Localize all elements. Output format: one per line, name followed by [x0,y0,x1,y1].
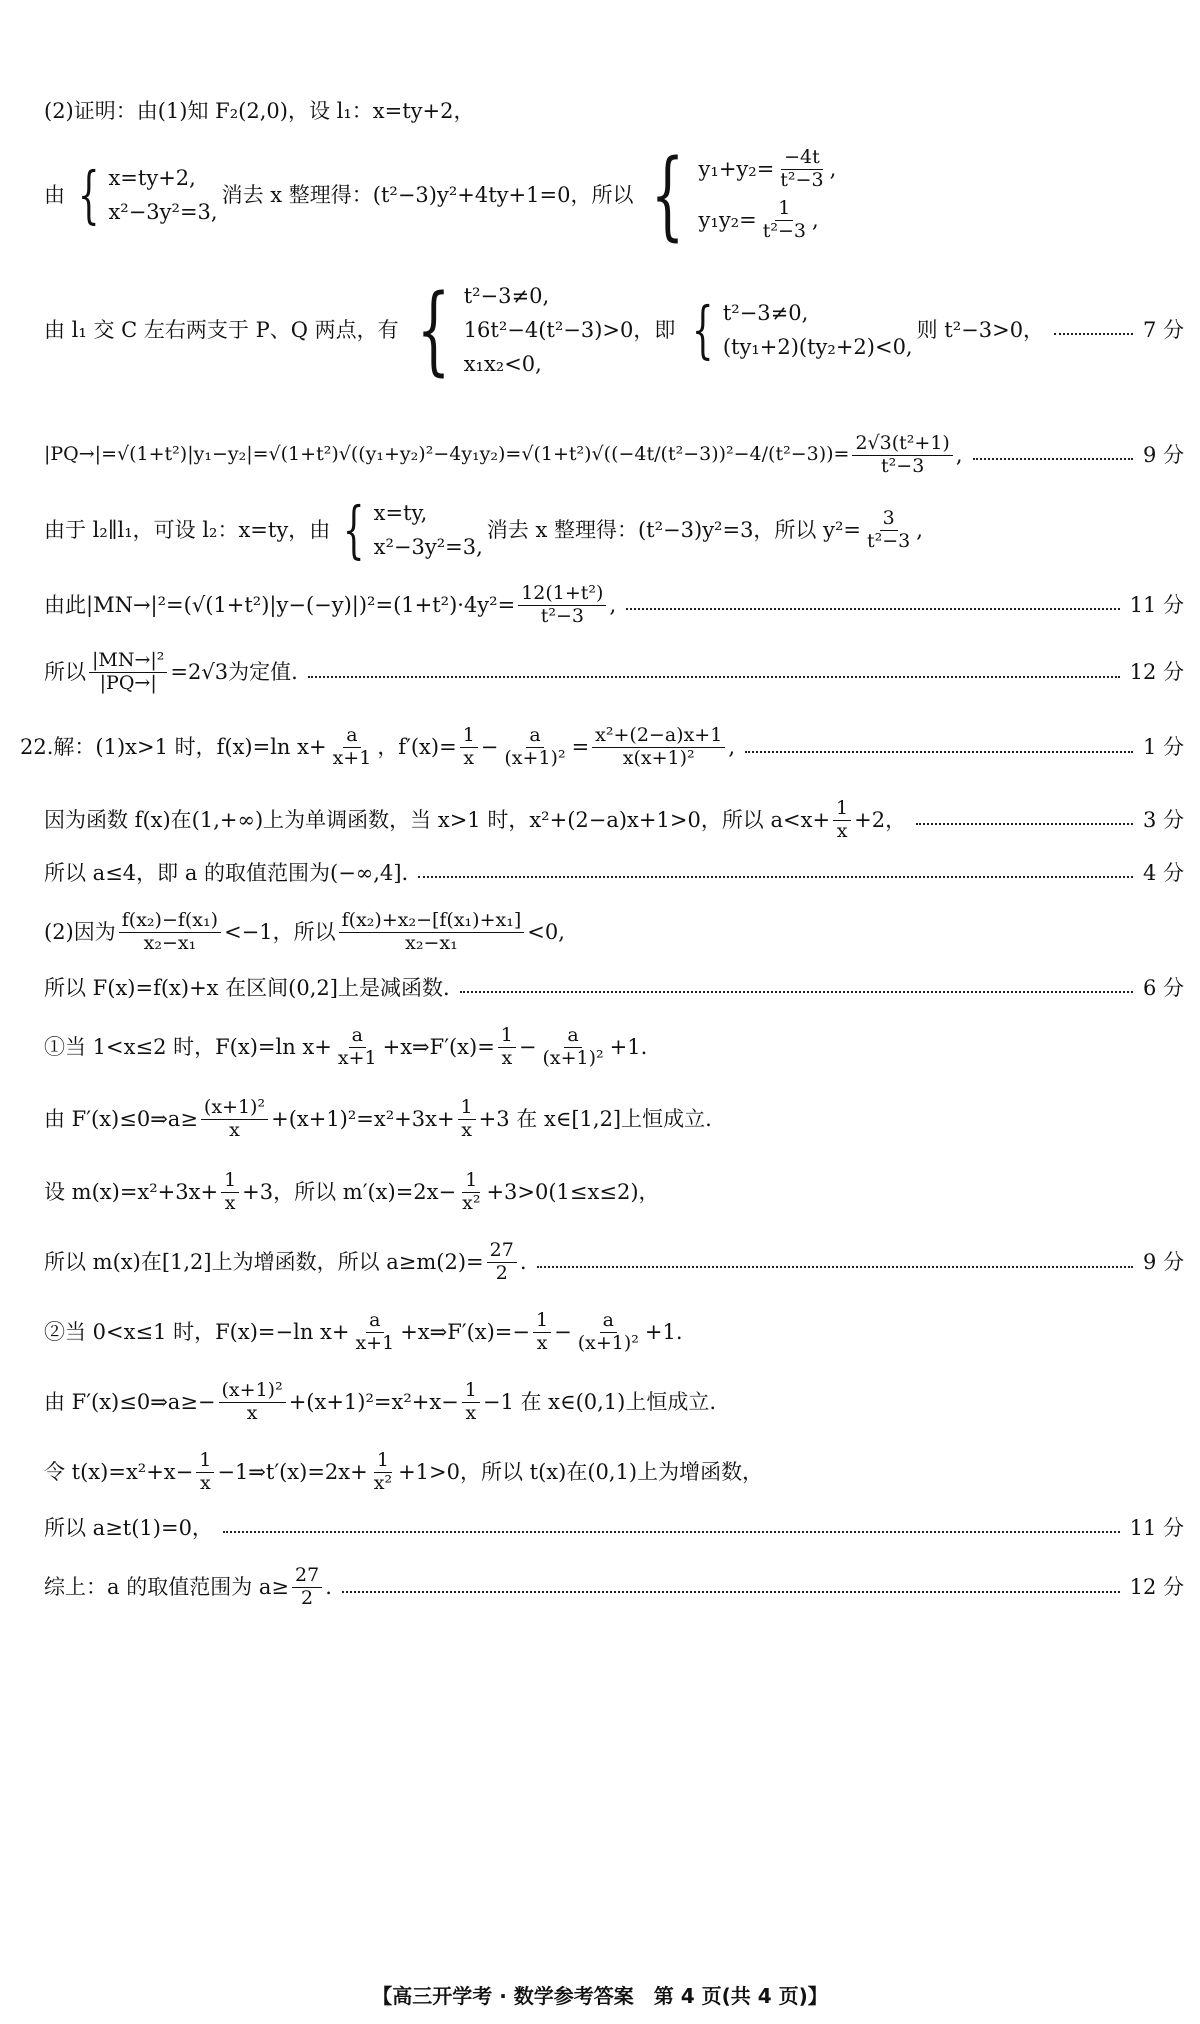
equation-system [69,158,218,231]
line-conclusion: 综上：a 的取值范围为 a≥ $\frac{27}{2}$ . 12 分 [44,1564,1184,1609]
text: 由 F′(x)≤0⇒a≥− [44,1390,216,1415]
text: 综上：a 的取值范围为 a≥ [44,1575,289,1600]
brace-icon: { [416,274,450,386]
text: 所以 [44,660,86,685]
text: 所以 a≤4，即 a 的取值范围为(−∞,4]. [44,861,409,885]
text: 消去 x 整理得：(t²−3)y²+4ty+1=0，所以 [221,182,634,207]
score-label: 11 分 [1129,1516,1184,1540]
text: 由 l₁ 交 C 左右两支于 P、Q 两点，有 [44,317,399,342]
line-t-function: 令 t(x)=x²+x− $\frac{1}{x}$ −1⇒t′(x)=2x+ $\frac{1}{\text{x²}}$ +1>0，所以 t(x)在(0,1)上为增函数， [44,1449,764,1494]
dotted-leader [308,676,1120,678]
dotted-leader [916,823,1133,825]
fraction: $\frac{a}{\text{(x+1)²}}$ [504,724,566,769]
dotted-leader [342,1591,1120,1593]
line-m-function: 设 m(x)=x²+3x+ $\frac{1}{x}$ +3，所以 m′(x)=2x− $\frac{1}{\text{x²}}$ +3>0(1≤x≤2)， [44,1169,660,1214]
brace-icon: { [77,158,100,231]
line-a-range-1 [44,860,1184,886]
fraction: $\frac{\text{|MN→|²}}{|PQ\to|}$ [89,650,167,695]
score-label: 7 分 [1142,317,1184,342]
fraction: $\frac{\text{x²+(2−a)x+1}}{\text{x(x+1)²}}$ [592,725,725,770]
line-ratio-constant [44,645,1184,700]
fraction: $\frac{a}{x+1}$ [332,724,372,769]
fraction: $\frac{\text{f(x₂)+x₂−[f(x₁)+x₁]}}{\text{x₂−x₁}}$ [339,910,525,955]
text: 由 [44,182,65,207]
text: 消去 x 整理得：(t²−3)y²=3，所以 y²= [486,517,861,542]
text: 由 F′(x)≤0⇒a≥ [44,1107,198,1132]
dotted-leader [418,876,1133,878]
score-label: 4 分 [1142,861,1184,885]
score-label: 9 分 [1142,1250,1184,1275]
score-label: 6 分 [1142,976,1184,1000]
score-label: 3 分 [1142,807,1184,832]
line-part-2: (2)因为 $\frac{\text{f(x₂)−f(x₁)}}{\text{x₂−x₁}}$ <−1，所以 $\frac{\text{f(x₂)+x₂−[f(x₁)+x₁]}}{\text{x₂−x₁}}$ <0, [44,909,565,954]
text: 所以 F(x)=f(x)+x 在区间(0,2]上是减函数. [44,976,450,1000]
dotted-leader [973,458,1133,460]
page-footer: 【高三开学考 · 数学参考答案 第 4 页(共 4 页)】 [372,1984,828,2008]
equation: x=ty+2, [108,165,196,190]
text: 所以 a≥t(1)=0， [44,1516,213,1540]
text: y₁y₂= [698,208,757,233]
text: 因为函数 f(x)在(1,+∞)上为单调函数，当 x>1 时，x²+(2−a)x+1>0，所以 a<x+ [44,807,831,832]
dotted-leader [460,991,1133,993]
fraction: $\frac{1}{\text{t²−3}}$ [762,197,806,242]
line-problem-22-derivative: 22.解：(1)x>1 时，f(x)=ln x+ $\frac{a}{x+1}$ ，f′(x)= $\frac{1}{x}$ − $\frac{a}{\text{(x+1)²}}$ = $\frac{\text{x²+(2−a)x+1}}{\text{x(x+1)²}}$ , 1 分 [20,724,1184,769]
text: 则 t²−3>0， [916,317,1045,342]
score-label: 12 分 [1129,660,1184,685]
text: 令 t(x)=x²+x− [44,1460,194,1485]
score-label: 1 分 [1142,735,1184,760]
text: 设 m(x)=x²+3x+ [44,1180,219,1205]
brace-icon: { [692,293,714,366]
fraction: $\frac{1}{x}$ [460,725,478,770]
score-label: 12 分 [1129,1575,1184,1600]
line-case-2-inequality: 由 F′(x)≤0⇒a≥− $\frac{\text{(x+1)²}}{x}$ +(x+1)²=x²+x− $\frac{1}{x}$ −1 在 x∈(0,1)上恒成立. [44,1379,717,1424]
equation-system: { x=ty, x²−3y²=3, [343,493,483,566]
dotted-leader [223,1531,1120,1533]
dotted-leader [626,608,1119,610]
line-m-increasing: 所以 m(x)在[1,2]上为增函数，所以 a≥m(2)= $\frac{27}{2}$ . 9 分 [44,1239,1184,1284]
brace-icon: { [343,493,365,566]
fraction: $\frac{3}{\text{t²−3}}$ [866,506,911,552]
line-case-1-inequality: 由 F′(x)≤0⇒a≥ $\frac{\text{(x+1)²}}{x}$ +(x+1)²=x²+3x+ $\frac{1}{x}$ +3 在 x∈[1,2]上恒成立. [44,1096,712,1141]
line-t-min [44,1515,1184,1541]
line-case-1: ①当 1<x≤2 时，F(x)=ln x+ $\frac{a}{x+1}$ +x⇒F′(x)= $\frac{1}{x}$ − $\frac{a}{\text{(x+1)²}}$ +1. [44,1024,648,1069]
dotted-leader [1054,333,1133,335]
fraction: $\frac{-4t}{\text{t²−3}}$ [780,146,824,191]
text: y₁+y₂= [698,157,775,182]
text: =2√3为定值. [170,660,298,685]
fraction: $\frac{\text{f(x₂)−f(x₁)}}{\text{x₂−x₁}}$ [119,910,221,955]
line-case-2: ②当 0<x≤1 时，F(x)=−ln x+ $\frac{a}{x+1}$ +x⇒F′(x)=− $\frac{1}{x}$ − $\frac{a}{\text{(x+1)²}}$ +1. [44,1309,683,1354]
text: (2)因为 [44,920,116,945]
line-system-elimination [44,139,1184,251]
equation-system: { t²−3≠0, 16t²−4(t²−3)>0，即 x₁x₂<0, [416,274,676,386]
score-label: 11 分 [1129,592,1184,617]
equation-system: { t²−3≠0, (ty₁+2)(ty₂+2)<0, [692,293,913,366]
text: 由此|MN→|²=(√(1+t²)|y−(−y)|)²=(1+t²)·4y²= [44,592,516,617]
text: 22.解：(1)x>1 时，f(x)=ln x+ [20,735,327,760]
line-monotonic: 因为函数 f(x)在(1,+∞)上为单调函数，当 x>1 时，x²+(2−a)x+1>0，所以 a<x+ $\frac{1}{x}$ +2， 3 分 [44,796,1184,842]
text: 由于 l₂∥l₁，可设 l₂：x=ty，由 [44,517,331,542]
line-decreasing [44,975,1184,1001]
text: 所以 m(x)在[1,2]上为增函数，所以 a≥m(2)= [44,1250,484,1275]
fraction: $\frac{\text{2√3(t²+1)}}{\text{t²−3}}$ [852,433,952,478]
line-proof-start [44,98,1184,124]
text: (2)证明：由(1)知 F₂(2,0)，设 l₁：x=ty+2， [44,99,475,123]
fraction: $\frac{1}{x}$ [833,798,851,843]
brace-icon: { [651,139,685,251]
line-intersection-condition [44,274,1184,386]
equation: x²−3y²=3, [108,199,218,224]
text: |PQ→|=√(1+t²)|y₁−y₂|=√(1+t²)√((y₁+y₂)²−4y₁y₂)=√(1+t²)√((−4t/(t²−3))²−4/(t²−3))= [44,443,850,466]
score-label: 9 分 [1142,442,1184,467]
line-pq-length: |PQ→|=√(1+t²)|y₁−y₂|=√(1+t²)√((y₁+y₂)²−4y₁y₂)=√(1+t²)√((−4t/(t²−3))²−4/(t²−3))= $\frac{\text{2√3(t²+1)}}{\text{t²−3}}$ , 9 分 [44,431,1184,477]
dotted-leader [745,751,1133,753]
line-mn-length: 由此|MN→|²=(√(1+t²)|y−(−y)|)²=(1+t²)·4y²= $\frac{\text{12(1+t²)}}{\text{t²−3}}$ , 11 分 [44,581,1184,627]
line-l2-setup: 由于 l₂∥l₁，可设 l₂：x=ty，由 { x=ty, x²−3y²=3, 消去 x 整理得：(t²−3)y²=3，所以 y²= $\frac{3}{\text{t²−3}}$ , [44,493,923,566]
vieta-system: { y₁+y₂= $\frac{-4t}{\text{t²−3}}$ , y₁y₂= $\frac{1}{\text{t²−3}}$ , [651,139,837,251]
fraction: $\frac{\text{12(1+t²)}}{\text{t²−3}}$ [518,583,606,628]
text: ①当 1<x≤2 时，F(x)=ln x+ [44,1035,332,1060]
text: ②当 0<x≤1 时，F(x)=−ln x+ [44,1320,350,1345]
dotted-leader [537,1266,1133,1268]
